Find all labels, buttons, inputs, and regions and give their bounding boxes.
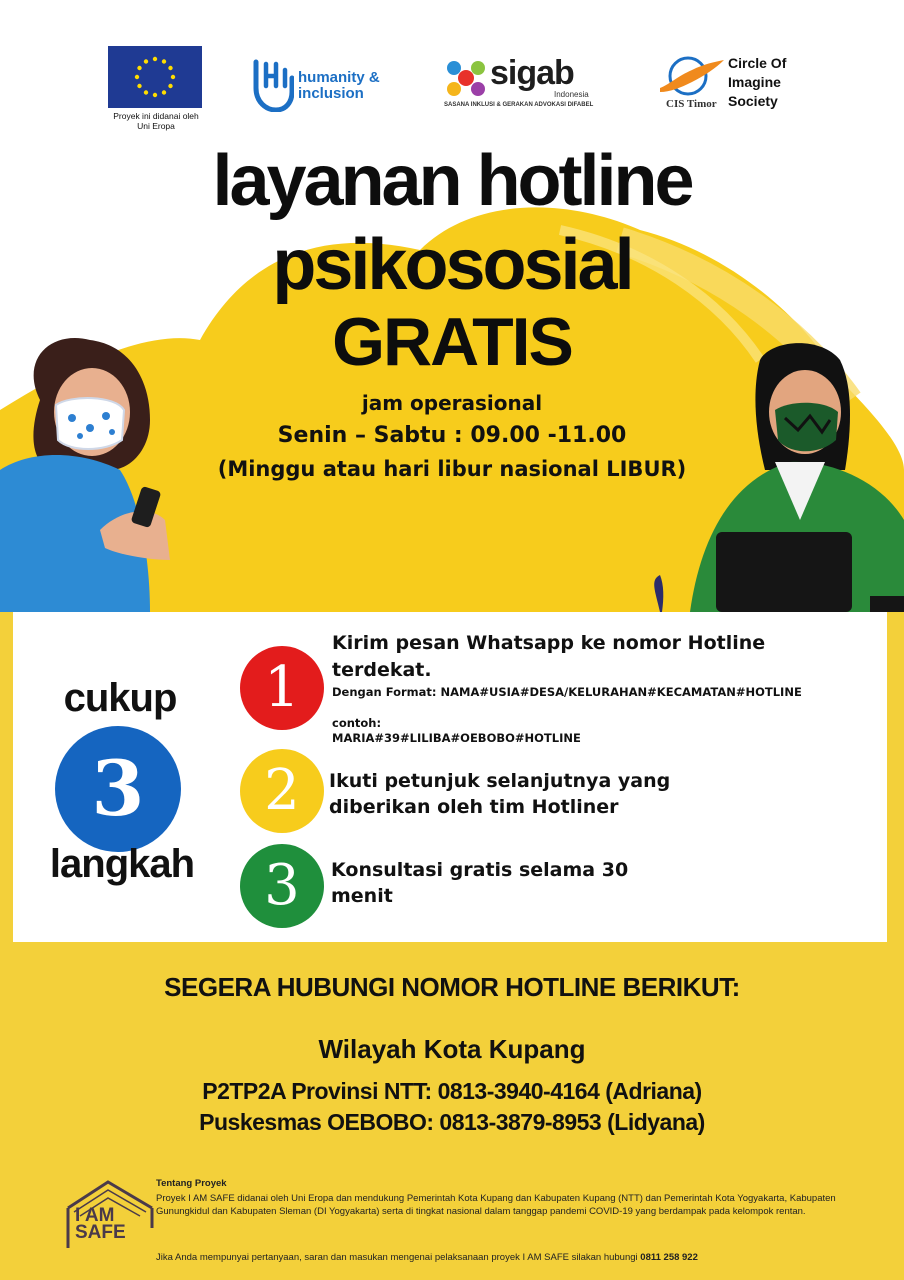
cis-name: Circle Of Imagine Society (728, 55, 787, 109)
step-1-example: MARIA#39#LILIBA#OEBOBO#HOTLINE (332, 731, 581, 745)
contact-line: Puskesmas OEBOBO: 0813-3879-8953 (Lidyana) (199, 1109, 705, 1135)
about-body: Proyek I AM SAFE didanai oleh Uni Eropa dan mendukung Pemerintah Kota Kupang dan Kabupaten Kupang (NTT) dan Pemerintah Kota Yogyakarta, Kabupaten Gunungkidul dan Kabupaten Sleman (DI Yogyakarta) serta di tingkat nasional dalam tanggap pandemi COVID-19 yang berdampak pada kelompok rentan. (156, 1193, 836, 1217)
cis-timor-logo (658, 54, 808, 114)
steps-cukup: cukup (63, 676, 177, 720)
title-line-3: GRATIS (332, 304, 572, 380)
step-3-badge: 3 (240, 844, 324, 928)
iamsafe-logo-text: I AM SAFE (75, 1205, 126, 1243)
humanity-inclusion-hand-icon (250, 58, 294, 112)
step-1-badge: 1 (240, 646, 324, 730)
eu-flag-icon (108, 46, 202, 108)
eu-logo (108, 46, 204, 131)
contact-line: P2TP2A Provinsi NTT: 0813-3940-4164 (Adriana) (202, 1078, 702, 1104)
sigab-tagline: SASANA INKLUSI & GERAKAN ADVOKASI DIFABEL (444, 102, 594, 108)
sigab-figures-icon (444, 56, 488, 100)
about-contact-number: 0811 258 922 (640, 1252, 698, 1263)
step-1-title: Kirim pesan Whatsapp ke nomor Hotline terdekat. (332, 632, 766, 681)
hours-note: (Minggu atau hari libur nasional LIBUR) (217, 457, 687, 481)
cis-timor-map-icon (658, 54, 726, 100)
about-title: Tentang Proyek (156, 1178, 227, 1189)
hours-label: jam operasional (361, 391, 543, 415)
iamsafe-logo (64, 1178, 154, 1250)
step-3-title: Konsultasi gratis selama 30 menit (331, 859, 629, 907)
about-contact-text: Jika Anda mempunyai pertanyaan, saran dan masukan mengenai pelaksanaan proyek I AM SAFE silakan hubungi (156, 1252, 638, 1263)
hours-days: Senin – Sabtu : 09.00 -11.00 (277, 423, 627, 448)
title-line-2: psikososial (272, 225, 632, 305)
humanity-inclusion-text: humanity & inclusion (298, 69, 380, 102)
cis-short-name: CIS Timor (666, 98, 717, 110)
contact-region: Wilayah Kota Kupang (318, 1034, 586, 1064)
title-line-1: layanan hotline (212, 141, 692, 221)
steps-langkah: langkah (49, 842, 195, 886)
step-2-badge: 2 (240, 749, 324, 833)
humanity-inclusion-logo (250, 58, 390, 114)
sigab-country: Indonesia (554, 90, 589, 99)
step-2-title: Ikuti petunjuk selanjutnya yang diberikan oleh tim Hotliner (329, 770, 671, 818)
step-1-format: Dengan Format: NAMA#USIA#DESA/KELURAHAN#KECAMATAN#HOTLINE (332, 685, 802, 699)
about-contact (156, 1252, 698, 1263)
step-1-example-label: contoh: (332, 716, 382, 730)
contact-heading: SEGERA HUBUNGI NOMOR HOTLINE BERIKUT: (164, 972, 740, 1002)
sigab-logo (444, 52, 604, 116)
steps-count-badge: 3 (55, 726, 181, 852)
sigab-wordmark: sigab (490, 54, 574, 92)
eu-caption: Proyek ini didanai oleh Uni Eropa (113, 111, 199, 131)
